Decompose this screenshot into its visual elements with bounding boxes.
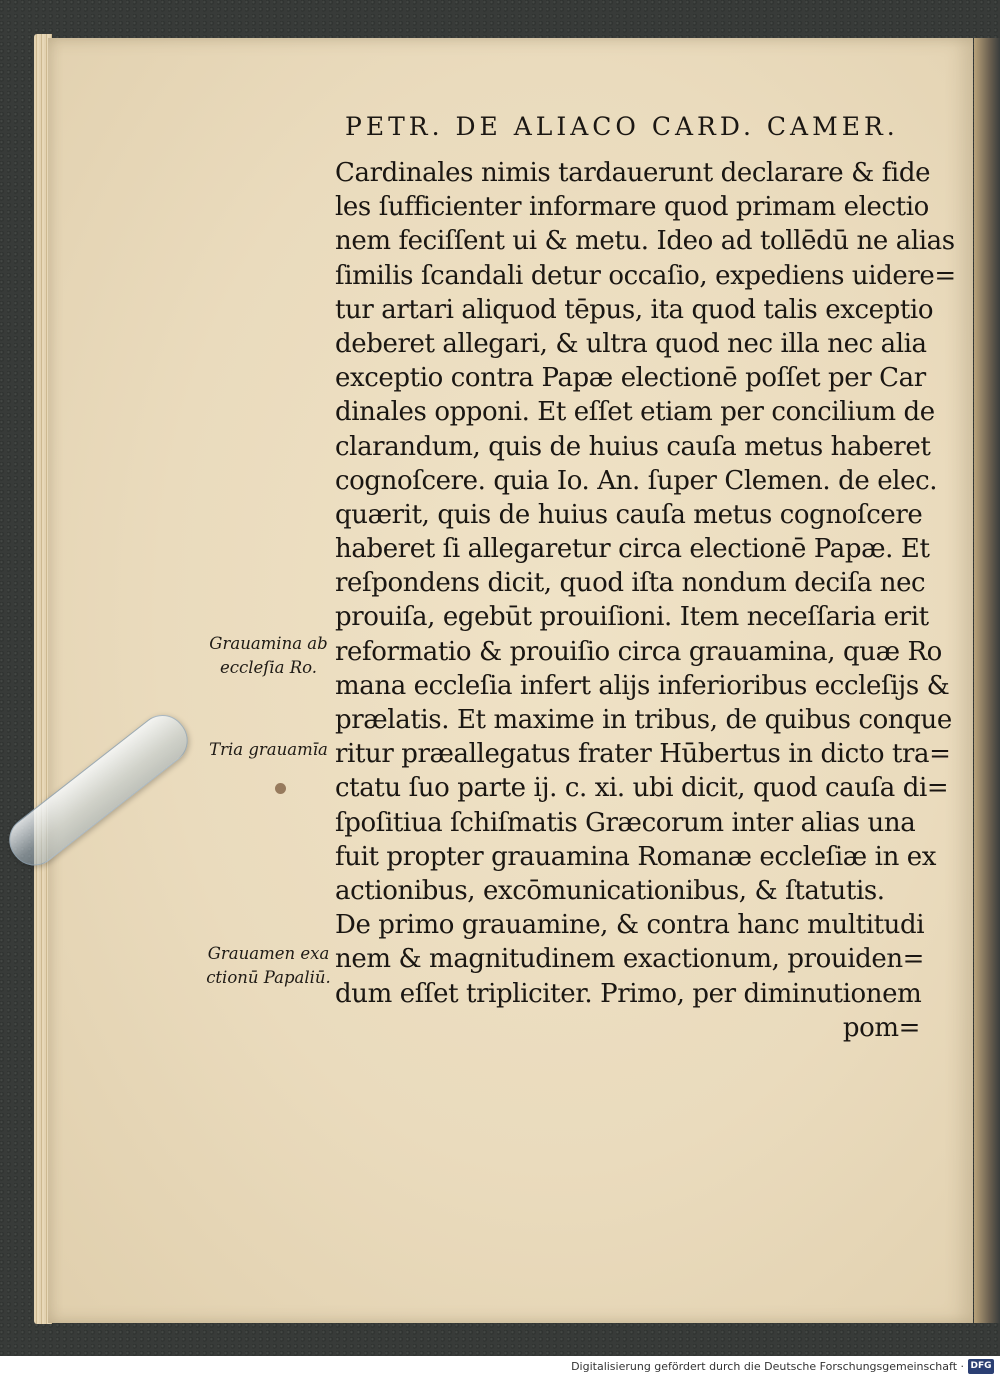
text-line: tur artari aliquod tēpus, ita quod talis exceptio <box>335 294 934 325</box>
text-line: ſpoſitiua ſchiſmatis Græcorum inter alias una <box>335 807 916 838</box>
marginal-note-grauamina <box>196 632 341 680</box>
text-line: nem & magnitudinem exactionum, prouiden= <box>335 944 925 975</box>
ink-stain <box>275 783 286 794</box>
text-line: cognoſcere. quia Io. An. ſuper Clemen. de elec. <box>335 465 938 496</box>
dfg-logo-icon: DFG <box>968 1359 994 1374</box>
text-line: les ſufficienter informare quod primam electio <box>335 192 929 223</box>
marginal-note-line: ctionū Papaliū. <box>206 968 331 987</box>
text-line: dum eſſet tripliciter. Primo, per diminutionem <box>335 978 922 1009</box>
catchword: pom= <box>842 1012 920 1043</box>
text-line: deberet allegari, & ultra quod nec illa nec alia <box>335 328 927 359</box>
text-line: prælatis. Et maxime in tribus, de quibus conque <box>335 705 952 735</box>
marginal-note-line: Tria grauamīa <box>209 740 328 759</box>
text-line: ſimilis ſcandali detur occaſio, expediens uidere= <box>335 260 956 291</box>
text-line: haberet ſi allegaretur circa electionē Papæ. Et <box>335 534 930 565</box>
text-line: actionibus, excōmunicationibus, & ſtatutis. <box>335 875 885 906</box>
marginal-note-line: Grauamen exa <box>207 944 330 963</box>
marginal-note-line: Grauamina ab <box>209 634 328 653</box>
footer-credit: Digitalisierung gefördert durch die Deutsche Forschungsgemeinschaft · <box>571 1360 964 1373</box>
text-line: reſpondens dicit, quod iſta nondum deciſa nec <box>335 568 926 599</box>
text-line: quærit, quis de huius cauſa metus cognoſcere <box>335 499 923 530</box>
text-line: reformatio & prouiſio circa grauamina, quæ Ro <box>335 636 942 667</box>
marginal-note-tria <box>196 738 341 762</box>
body-text <box>335 156 956 1045</box>
text-line: exceptio contra Papæ electionē poſſet per Car <box>335 363 926 394</box>
text-line: clarandum, quis de huius cauſa metus haberet <box>335 431 931 462</box>
text-line: De primo grauamine, & contra hanc multitudi <box>335 910 925 941</box>
text-line: nem feciſſent ui & metu. Ideo ad tollēdū ne alias <box>335 226 955 257</box>
text-line: ritur præallegatus frater Hūbertus in dicto tra= <box>335 739 951 770</box>
marginal-note-line: eccleſia Ro. <box>219 658 318 677</box>
text-line: Cardinales nimis tardauerunt declarare & fide <box>335 158 931 188</box>
footer-bar <box>0 1356 1000 1378</box>
book-binding <box>974 38 1000 1323</box>
running-header: PETR. DE ALIACO CARD. CAMER. <box>345 112 899 141</box>
text-line: fuit propter grauamina Romanæ eccleſiæ in ex <box>335 841 937 872</box>
text-line: mana eccleſia infert alijs inferioribus eccleſijs & <box>335 670 950 701</box>
text-line: ctatu ſuo parte ij. c. xi. ubi dicit, quod cauſa di= <box>335 773 949 804</box>
text-line: dinales opponi. Et eſſet etiam per concilium de <box>335 397 935 428</box>
text-line: prouiſa, egebūt prouiſioni. Item neceſſaria erit <box>335 602 929 633</box>
marginal-note-exactionum <box>196 942 341 990</box>
